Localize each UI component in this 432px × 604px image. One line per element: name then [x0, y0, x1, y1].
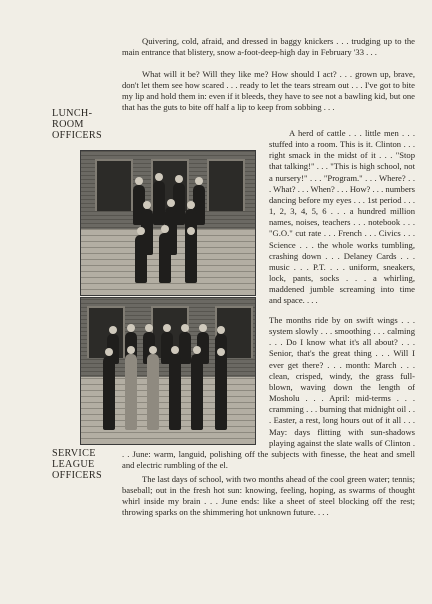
paragraph-months: The months ride by on swift wings . . . system slowly . . . smoothing . . . calming . . . Do I know what it's all about? . . . Senior, that's the great thing . . . Will I ever get there? . . . month: March . . . clean, crisped, windy, the grass full-blown, waving down the length of Mosholu . . . April: mid-terms . . . cramming . . . burning that midnight oil . . . Easter, a rest, long hours out of it all . . . May: days flitting with sun-shadows playing against the slate walls of Clinton . . . June: warm, languid, polishing off the subjects with finesse, the heat and smell and electric rumbling of the el. [122, 315, 415, 471]
caption-service-league-officers [52, 448, 116, 482]
doorway [207, 159, 245, 211]
caption-line: LUNCH- [52, 108, 93, 119]
caption-line: LEAGUE [52, 459, 95, 471]
person-figure [135, 235, 147, 283]
paragraph-arrival: Quivering, cold, afraid, and dressed in baggy knickers . . . trudging up to the main entrance that blistery, snow a-foot-deep-high day in February '33 . . . [122, 36, 415, 58]
caption-line: SERVICE [52, 448, 96, 459]
person-figure [159, 233, 171, 283]
caption-line: OFFICERS [52, 470, 102, 482]
photo-spacer [122, 315, 269, 443]
person-figure [153, 181, 165, 225]
paragraph-questions: What will it be? Will they like me? How should I act? . . . grown up, brave, don't let them see how scared . . . ready to let the tears stream out . . . I've got to bite my lip and hold them in: even if it bleeds, they have to see not a bawling kid, but one that has the guts to bite off half a lip to keep from sobbing . . . [122, 69, 415, 113]
paragraph-first-day-text: A herd of cattle . . . little men . . . stuffed into a room. This is it. Clinton . . . right smack in the midst of it . . . "Stop that talking!" . . . "This is high school, not a nursery!" . . . "Program." . . . Where? . . . What? . . . When? . . . How? . . . numbers dancing before my eyes . . . 1st period . . . 1, 2, 3, 4, 5, 6 . . . a hundred million names, noises, teachers . . . notebook . . . "G.O." cut rate . . . French . . . Civics . . . Science . . . the whole works tumbling, crashing down . . . Delaney Cards . . . music . . . P.T. . . . uniform, sneakers, lock, pants, socks . . . a whirling, maddened jumble screaming into time and space. . . . [269, 128, 415, 306]
caption-line: OFFICERS [52, 130, 102, 142]
caption-line: ROOM [52, 119, 84, 131]
person-figure [185, 235, 197, 283]
doorway [95, 159, 133, 211]
caption-lunchroom-officers [52, 108, 116, 142]
person-figure [103, 356, 115, 430]
lunchroom-officers-photo [80, 150, 256, 296]
paragraph-last-days: The last days of school, with two months ahead of the cool green water; tennis; baseball; out in the fresh hot sun: knowing, feeling, hoping, as swarms of thought whirl inside my brain . . . June ends: like a sheet of steel blocking off the rest; throwing sparks on the shimmering hot unknown future. . . . [122, 474, 415, 518]
